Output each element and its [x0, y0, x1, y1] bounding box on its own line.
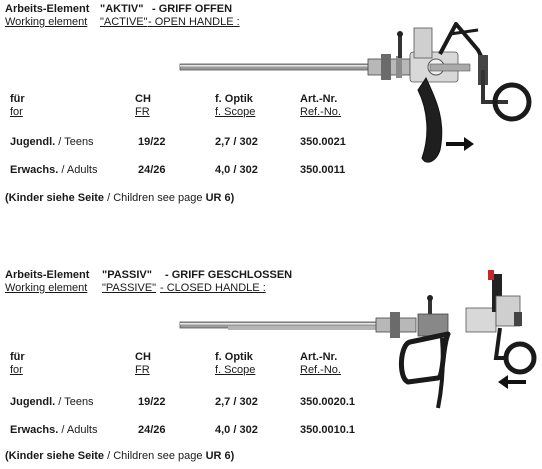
col-for-en: for: [10, 106, 23, 118]
col-optik-en: f. Scope: [215, 364, 256, 376]
row-de: Erwachs.: [10, 424, 59, 436]
note-en: / Children see page: [104, 192, 206, 204]
heading-de-label: Arbeits-Element: [5, 3, 90, 15]
row-ref: 350.0021: [300, 136, 346, 148]
col-for-de: für: [10, 351, 25, 363]
table-row: [10, 396, 94, 409]
row-optik: 2,7 / 302: [215, 136, 258, 148]
table-row: [10, 164, 97, 177]
row-ch: 24/26: [138, 164, 166, 176]
heading-en-label: Working element: [5, 282, 88, 294]
heading-en-handle: - CLOSED HANDLE :: [160, 282, 266, 294]
heading-en-label: Working element: [5, 16, 88, 28]
col-optik-en: f. Scope: [215, 106, 256, 118]
col-for-de: für: [10, 93, 25, 105]
note: [5, 192, 234, 205]
note-de: (Kinder siehe Seite: [5, 450, 105, 462]
row-ch: 19/22: [138, 396, 166, 408]
row-ref: 350.0011: [300, 164, 346, 176]
note-en: / Children see page: [104, 450, 206, 462]
col-ch-en: FR: [135, 364, 150, 376]
col-ch-en: FR: [135, 106, 150, 118]
note: [5, 450, 234, 463]
col-ch-de: CH: [135, 93, 151, 105]
row-de: Jugendl.: [10, 136, 56, 148]
note-page: UR 6): [205, 192, 235, 204]
row-en: / Adults: [58, 424, 98, 436]
table-row: [10, 136, 94, 149]
col-for-en: for: [10, 364, 23, 376]
row-ch: 24/26: [138, 424, 166, 436]
col-ref-de: Art.-Nr.: [300, 351, 338, 363]
active-working-element-illustration: [178, 10, 540, 170]
col-ref-en: Ref.-No.: [300, 106, 341, 118]
note-page: UR 6): [205, 450, 235, 462]
row-ch: 19/22: [138, 136, 166, 148]
row-en: / Adults: [58, 164, 98, 176]
col-ref-en: Ref.-No.: [300, 364, 341, 376]
heading-en-name: "ACTIVE": [100, 16, 148, 28]
row-optik: 4,0 / 302: [215, 424, 258, 436]
heading-de-handle: - GRIFF GESCHLOSSEN: [165, 269, 293, 281]
table-row: [10, 424, 97, 437]
col-optik-de: f. Optik: [215, 93, 253, 105]
row-ref: 350.0010.1: [300, 424, 356, 436]
row-de: Jugendl.: [10, 396, 56, 408]
heading-de-name: "AKTIV": [100, 3, 144, 15]
row-optik: 2,7 / 302: [215, 396, 258, 408]
passive-working-element-illustration: [178, 268, 540, 418]
row-de: Erwachs.: [10, 164, 59, 176]
heading-de-handle: - GRIFF OFFEN: [152, 3, 233, 15]
col-optik-de: f. Optik: [215, 351, 253, 363]
heading-de-label: Arbeits-Element: [5, 269, 90, 281]
col-ch-de: CH: [135, 351, 151, 363]
row-en: / Teens: [55, 396, 94, 408]
heading-de-name: "PASSIV": [102, 269, 152, 281]
row-ref: 350.0020.1: [300, 396, 356, 408]
row-en: / Teens: [55, 136, 94, 148]
note-de: (Kinder siehe Seite: [5, 192, 105, 204]
col-ref-de: Art.-Nr.: [300, 93, 338, 105]
row-optik: 4,0 / 302: [215, 164, 258, 176]
heading-en-name: "PASSIVE": [102, 282, 157, 294]
heading-en-handle: - OPEN HANDLE :: [148, 16, 240, 28]
